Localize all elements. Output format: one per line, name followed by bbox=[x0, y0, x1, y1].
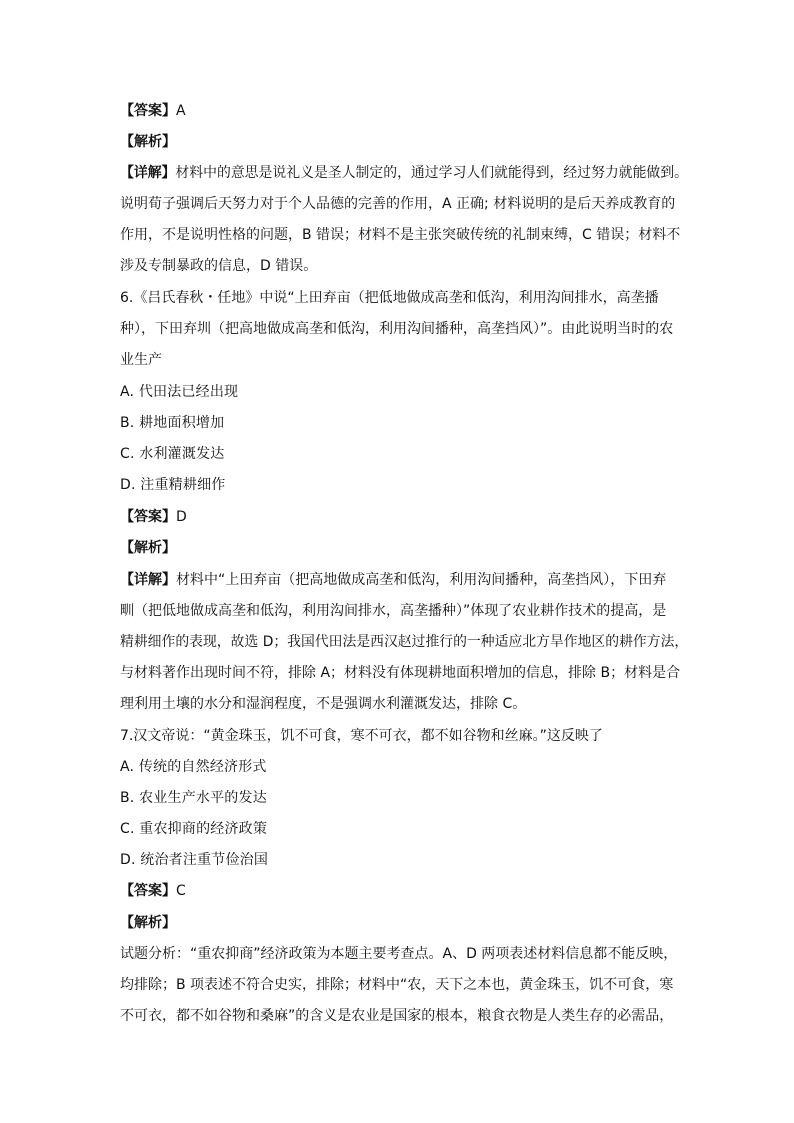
answer-tag: 【答案】 bbox=[120, 509, 176, 525]
q6-answer-line bbox=[120, 507, 187, 527]
q7-analysis-heading bbox=[120, 913, 176, 933]
detail-tag: 【详解】 bbox=[120, 165, 176, 181]
q6-option-d: D. 注重精耕细作 bbox=[120, 477, 226, 493]
q7-option-a: A. 传统的自然经济形式 bbox=[120, 759, 267, 775]
q6-explanation-line-1 bbox=[120, 570, 666, 590]
q7-explanation-line-3: 不可衣，都不如谷物和桑麻”的含义是农业是国家的根本，粮食衣物是人类生存的必需品， bbox=[120, 1008, 674, 1024]
q5-explanation-line-2: 说明荀子强调后天努力对于个人品德的完善的作用，A 正确; 材料说明的是后天养成教育的 bbox=[120, 196, 676, 212]
q6-explanation-line-3: 精耕细作的表现，故选 D；我国代田法是西汉赵过推行的一种适应北方旱作地区的耕作方法， bbox=[120, 634, 689, 650]
answer-tag: 【答案】 bbox=[120, 103, 176, 119]
q6-stem-line-1: 6.《吕氏春秋・任地》中说“上田弃亩（把低地做成高垄和低沟，利用沟间排水，高垄播 bbox=[120, 290, 659, 306]
q6-option-c: C. 水利灌溉发达 bbox=[120, 446, 225, 462]
q5-explanation-line-4: 涉及专制暴政的信息，D 错误。 bbox=[120, 258, 318, 274]
q6-analysis-heading bbox=[120, 538, 176, 558]
q7-answer-line bbox=[120, 881, 186, 901]
q7-stem: 7.汉文帝说：“黄金珠玉，饥不可食，寒不可衣，都不如谷物和丝麻。”这反映了 bbox=[120, 728, 603, 744]
q6-explanation-line-5: 理利用土壤的水分和湿润程度，不是强调水利灌溉发达，排除 C。 bbox=[120, 696, 527, 712]
analysis-tag: 【解析】 bbox=[120, 915, 176, 931]
q6-stem-line-3: 业生产 bbox=[120, 352, 162, 368]
q7-option-c: C. 重农抑商的经济政策 bbox=[120, 821, 268, 837]
explanation-text: 材料中“上田弃亩（把高地做成高垄和低沟，利用沟间播种，高垄挡风），下田弃 bbox=[176, 572, 667, 588]
q7-option-d: D. 统治者注重节俭治国 bbox=[120, 852, 269, 868]
q6-option-b: B. 耕地面积增加 bbox=[120, 415, 225, 431]
q6-explanation-line-2: 甽（把低地做成高垄和低沟，利用沟间排水，高垄播种）”体现了农业耕作技术的提高，是 bbox=[120, 603, 667, 619]
q5-explanation-line-3: 作用，不是说明性格的问题，B 错误；材料不是主张突破传统的礼制束缚，C 错误；材料不 bbox=[120, 227, 681, 243]
analysis-tag: 【解析】 bbox=[120, 540, 176, 556]
q7-option-b: B. 农业生产水平的发达 bbox=[120, 790, 267, 806]
q7-explanation-line-2: 均排除；B 项表述不符合史实，排除；材料中“农，天下之本也，黄金珠玉，饥不可食，寒 bbox=[120, 977, 674, 993]
analysis-tag: 【解析】 bbox=[120, 134, 176, 150]
q6-stem-line-2: 种），下田弃圳（把高地做成高垄和低沟，利用沟间播种，高垄挡风）”。由此说明当时的农 bbox=[120, 321, 674, 337]
q7-explanation-line-1: 试题分析：“重农抑商”经济政策为本题主要考查点。A、D 两项表述材料信息都不能反映， bbox=[120, 946, 678, 962]
answer-value: A bbox=[176, 103, 186, 119]
answer-tag: 【答案】 bbox=[120, 883, 176, 899]
explanation-text: 材料中的意思是说礼义是圣人制定的，通过学习人们就能得到，经过努力就能做到。 bbox=[175, 165, 688, 181]
answer-value: D bbox=[176, 509, 187, 525]
q5-explanation-line-1 bbox=[120, 163, 688, 183]
q6-option-a: A. 代田法已经出现 bbox=[120, 384, 239, 400]
q6-explanation-line-4: 与材料著作出现时间不符，排除 A；材料没有体现耕地面积增加的信息，排除 B；材料是合 bbox=[120, 665, 681, 681]
detail-tag: 【详解】 bbox=[120, 572, 176, 588]
q5-analysis-heading bbox=[120, 132, 176, 152]
q5-answer-line bbox=[120, 101, 186, 121]
answer-value: C bbox=[176, 883, 186, 899]
